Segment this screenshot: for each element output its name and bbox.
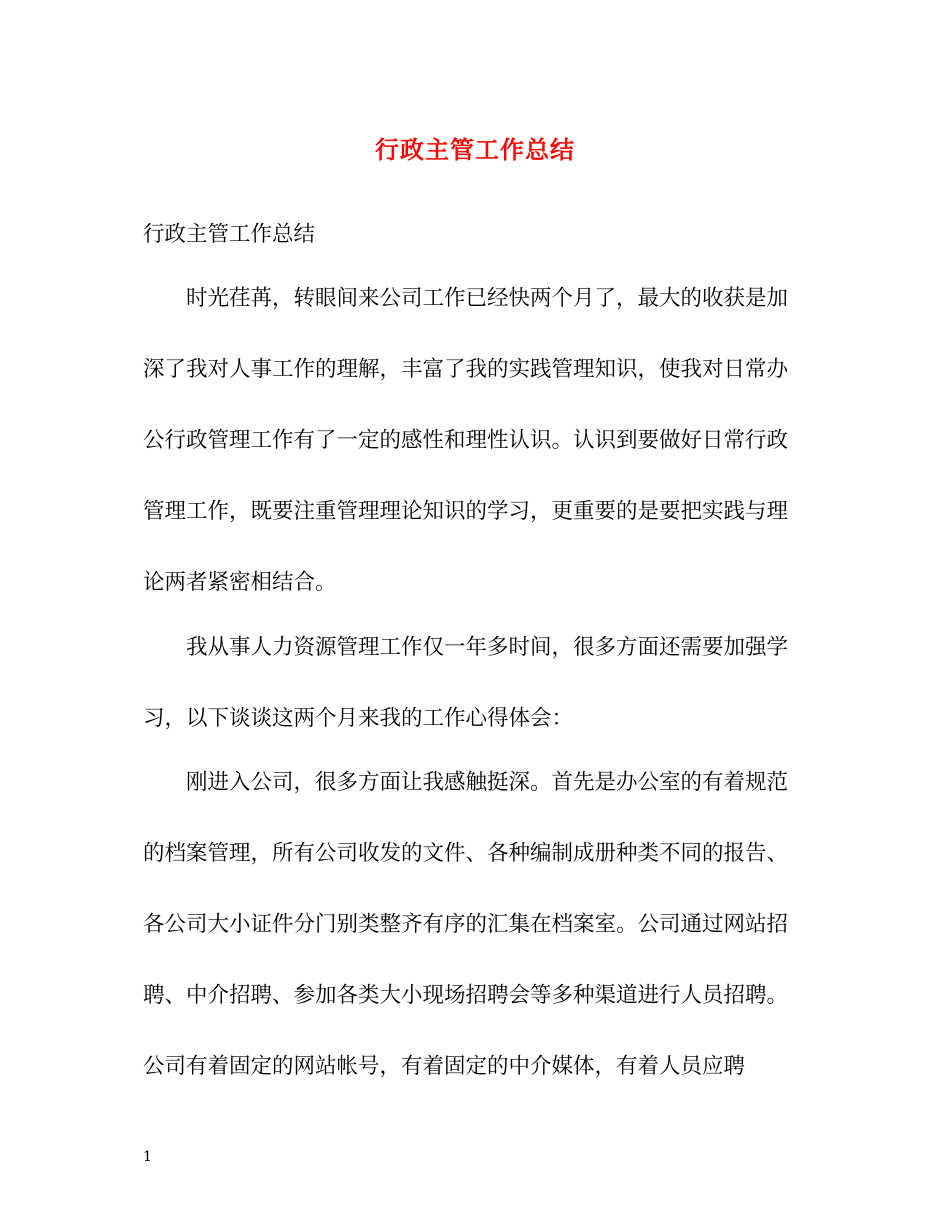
text-line: 的档案管理，所有公司收发的文件、各种编制成册种类不同的报告、: [143, 841, 789, 866]
text-line: 论两者紧密相结合。: [143, 570, 337, 595]
text-line: 我从事人力资源管理工作仅一年多时间，很多方面还需要加强学: [143, 635, 789, 660]
text-line: 公司有着固定的网站帐号，有着固定的中介媒体，有着人员应聘: [143, 1054, 746, 1079]
text-line: 聘、中介招聘、参加各类大小现场招聘会等多种渠道进行人员招聘。: [143, 983, 789, 1008]
text-line: 公行政管理工作有了一定的感性和理性认识。认识到要做好日常行政: [143, 428, 789, 453]
text-line: 行政主管工作总结: [143, 222, 316, 247]
text-line: 管理工作，既要注重管理理论知识的学习，更重要的是要把实践与理: [143, 499, 789, 524]
page-number: 1: [143, 1149, 152, 1165]
text-line: 各公司大小证件分门别类整齐有序的汇集在档案室。公司通过网站招: [143, 912, 789, 937]
text-line: 时光荏苒，转眼间来公司工作已经快两个月了，最大的收获是加: [143, 286, 789, 311]
text-line: 习，以下谈谈这两个月来我的工作心得体会：: [143, 706, 574, 731]
document-title: 行政主管工作总结: [375, 135, 575, 164]
text-line: 深了我对人事工作的理解，丰富了我的实践管理知识，使我对日常办: [143, 357, 789, 382]
text-line: 刚进入公司，很多方面让我感触挺深。首先是办公室的有着规范: [143, 770, 789, 795]
